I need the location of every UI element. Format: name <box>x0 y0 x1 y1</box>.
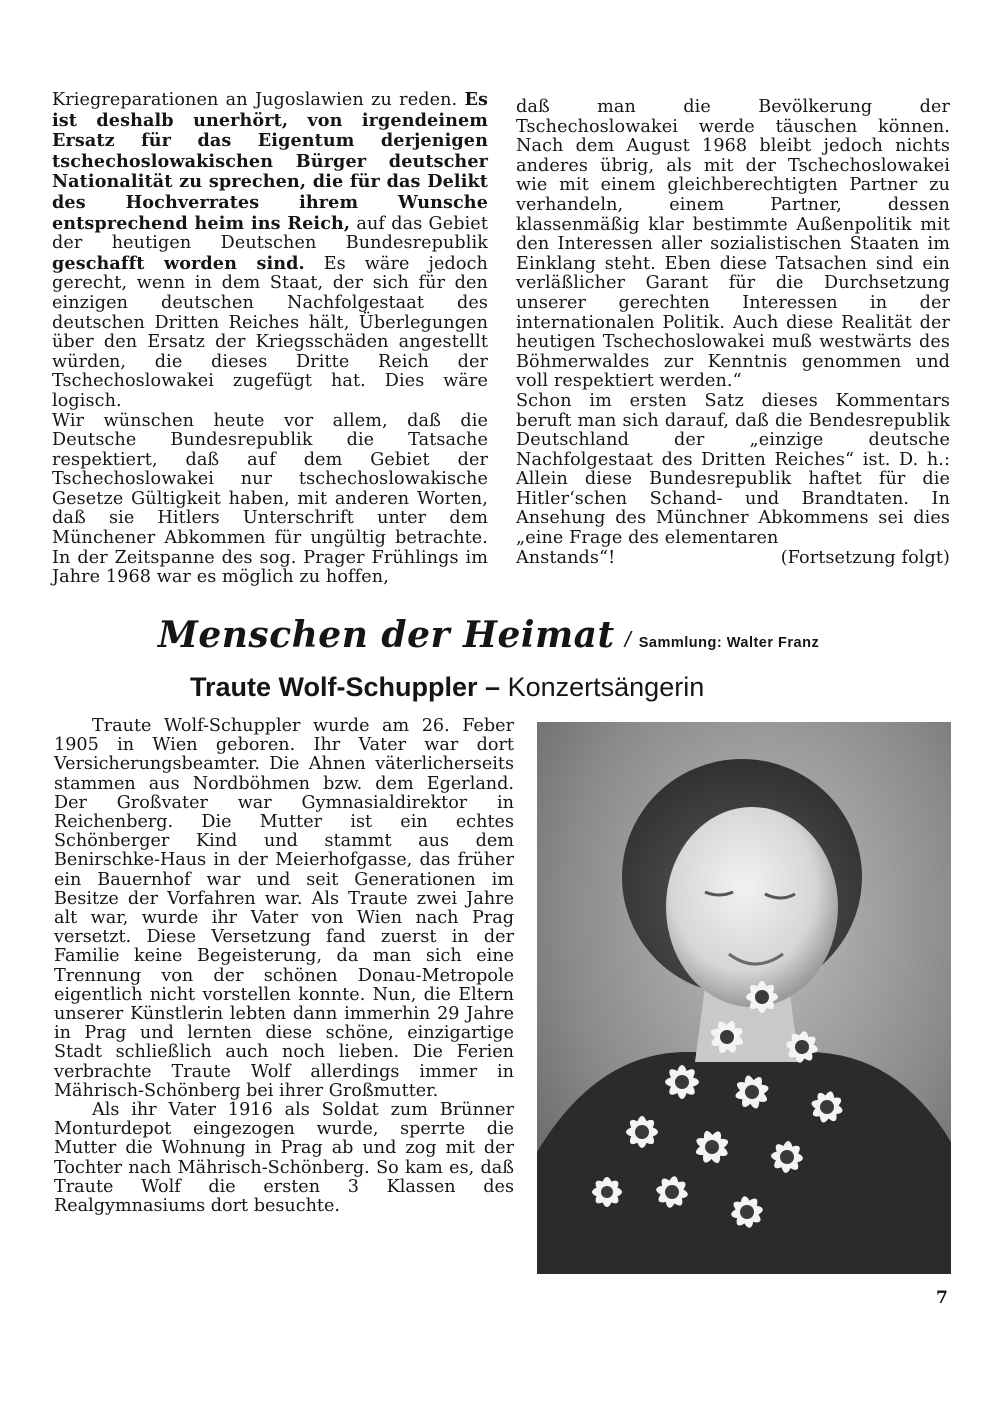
text-segment: Es wäre jedoch gerecht, wenn in dem Staat, der sich für den einzigen deutschen Nachfolgestaat des deutschen Dritten Reiches hält, Überlegungen über den Ersatz der Kriegsschäden angestellt würden, die dieses Dritte Reich der Tschechoslowakei zugefügt hat. Dies wäre logisch. <box>52 253 488 411</box>
portrait-photo <box>537 722 951 1274</box>
closing-text: Anstands“! <box>516 547 616 568</box>
section-heading <box>158 614 878 664</box>
right-paragraph-1: daß man die Bevölkerung der Tschechoslowakei werde täuschen können. Nach dem August 1968 bleibt jedoch nichts anderes übrig, als mit der Tschechoslowakei wie mit einem gleichberechtigten Partner zu verhandeln, einem Partner, dessen klassenmäßig klar bestimmte Außenpolitik mit den Interessen aller sozialistischen Staaten im Einklang steht. Eben diese Tatsachen sind ein verläßlicher Garant für die Durchsetzung unserer gerechten Interessen in der internationalen Politik. Auch diese Realität der heutigen Tschechoslowakei muß westwärts des Böhmerwaldes zur Kenntnis genommen und voll respektiert werden.“ <box>516 97 950 392</box>
collection-credit: Sammlung: Walter Franz <box>638 635 820 651</box>
text-segment: auf das Gebiet der heutigen Deutschen Bundesrepublik <box>52 213 488 254</box>
continuation-line <box>516 549 950 569</box>
bold-segment: geschafft worden sind. <box>52 252 305 274</box>
text-segment: Kriegreparationen an Jugoslawien zu reden. <box>52 90 458 110</box>
left-column <box>52 90 488 588</box>
page-number: 7 <box>936 1288 948 1308</box>
title-dash: – <box>485 672 501 702</box>
left-paragraph-1 <box>52 90 488 412</box>
article-person-role: Konzertsängerin <box>507 672 705 702</box>
heading-separator: / <box>624 627 631 652</box>
article-person-name: Traute Wolf-Schuppler <box>190 672 478 702</box>
continuation-note: (Fortsetzung folgt) <box>780 547 950 568</box>
bold-segment: Es ist deshalb unerhört, von irgendeinem Ersatz für das Eigentum derjenigen tschechoslowakischen Bürger deutscher Nationalität zu sprechen, die für das Delikt des Hochverrates ihrem Wunsche entsprechend heim ins Reich, <box>52 89 488 234</box>
right-paragraph-2: Schon im ersten Satz dieses Kommentars beruft man sich darauf, daß die Bendesrepublik Deutschland der „einzige deutsche Nachfolgestaat des Dritten Reiches“ ist. D. h.: Allein diese Bundesrepublik haftet für die Hitler‘schen Schand- und Brandtaten. In Ansehung des Münchner Abkommens sei dies „eine Frage des elementaren <box>516 390 950 549</box>
portrait-illustration <box>537 722 951 1274</box>
article-body <box>54 717 514 1216</box>
face-shape <box>666 807 838 1007</box>
article-paragraph-1: Traute Wolf-Schuppler wurde am 26. Feber 1905 in Wien geboren. Ihr Vater war dort Versicherungsbeamter. Die Ahnen väterlicherseits stammen aus Nordböhmen bzw. dem Egerland. Der Großvater war Gymnasialdirektor in Reichenberg. Die Mutter ist ein echtes Schönberger Kind und stammt aus dem Benirschke-Haus in der Meierhofgasse, das früher ein Bauernhof war und seit Generationen im Besitze der Vorfahren war. Als Traute zwei Jahre alt war, wurde ihr Vater von Wien nach Prag versetzt. Diese Versetzung fand zuerst in der Familie keine Begeisterung, da man sich eine Trennung von der schönen Donau-Metropole eigentlich nicht vorstellen konnte. Nun, die Eltern unserer Künstlerin lebten dann immerhin 29 Jahre in Prag und lernten diese schöne, einzigartige Stadt schließlich auch noch lieben. Die Ferien verbrachte Traute Wolf allerdings immer in Mährisch-Schönberg bei ihrer Großmutter. <box>54 716 514 1101</box>
left-paragraph-2: Wir wünschen heute vor allem, daß die Deutsche Bundesrepublik die Tatsache respektiert, daß auf dem Gebiet der Tschechoslowakei nur tschechoslowakische Gesetze Gültigkeit haben, mit anderen Worten, daß sie Hitlers Unterschrift unter dem Münchener Abkommen für ungültig betrachte. In der Zeitspanne des sog. Prager Frühlings im Jahre 1968 war es möglich zu hoffen, <box>52 410 488 588</box>
right-column <box>516 98 950 568</box>
article-paragraph-2: Als ihr Vater 1916 als Soldat zum Brünner Monturdepot eingezogen wurde, sperrte die Mutter die Wohnung in Prag ab und zog mit der Tochter nach Mährisch-Schönberg. So kam es, daß Traute Wolf die ersten 3 Klassen des Realgymnasiums dort besuchte. <box>54 1100 514 1217</box>
article-title <box>190 672 830 703</box>
section-title: Menschen der Heimat <box>158 614 615 656</box>
